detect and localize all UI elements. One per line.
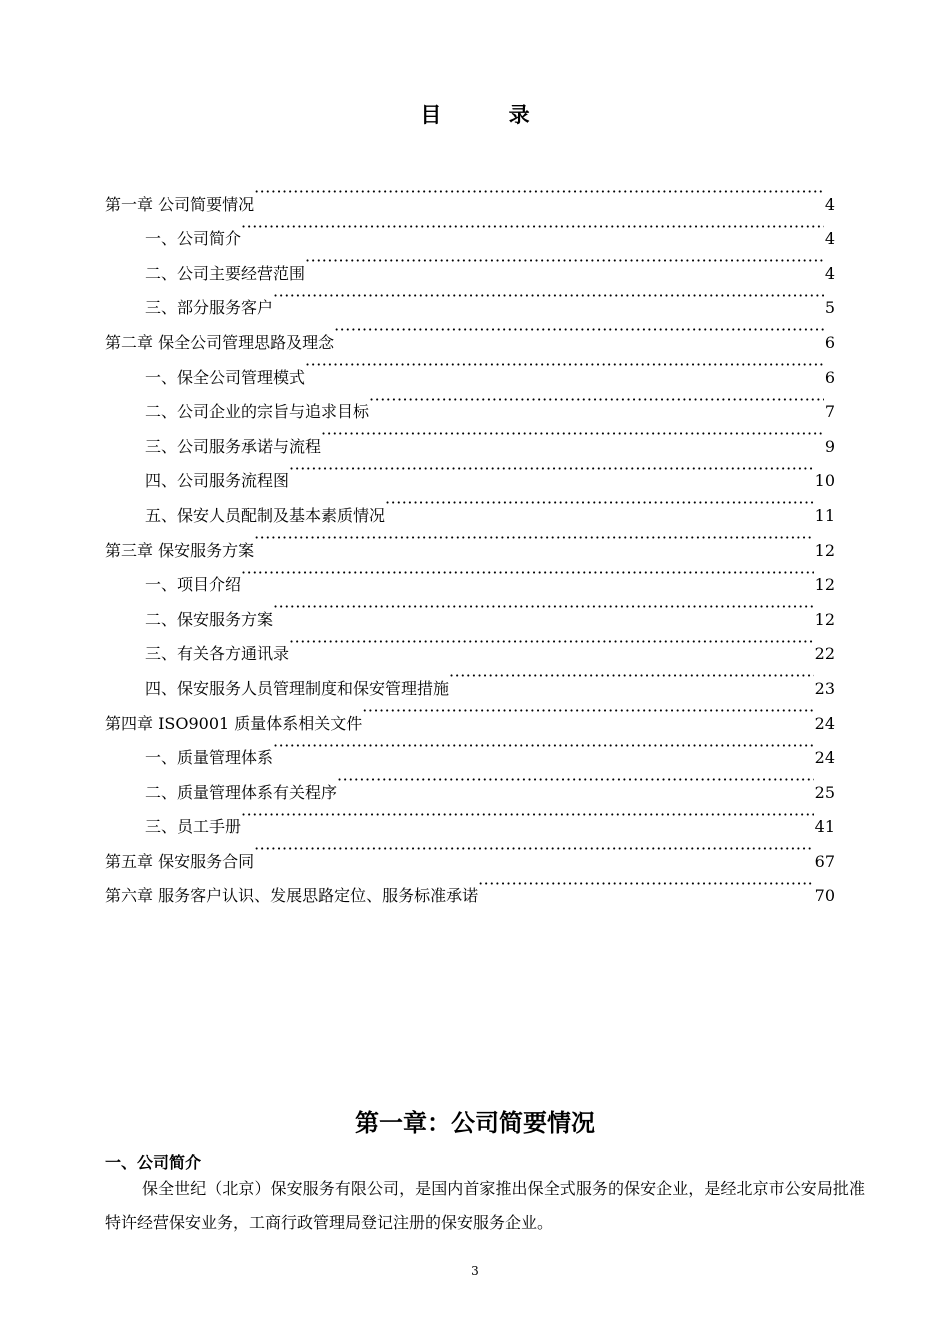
toc-entry-page: 25: [814, 782, 835, 802]
toc-leader-dots: [369, 383, 824, 418]
toc-entry-label: 三、员工手册: [145, 817, 242, 837]
toc-leader-dots: [305, 244, 824, 279]
toc-entry-label: 二、质量管理体系有关程序: [145, 782, 338, 802]
toc-leader-dots: [254, 521, 814, 556]
toc-leader-dots: [241, 798, 814, 833]
toc-entry-page: 4: [824, 229, 835, 249]
toc-entry-page: 41: [814, 817, 835, 837]
toc-leader-dots: [321, 417, 824, 452]
toc-entry-label: 三、公司服务承诺与流程: [145, 436, 322, 456]
toc-entry-label: 四、保安服务人员管理制度和保安管理措施: [145, 678, 450, 698]
toc-entry-label: 一、项目介绍: [145, 575, 242, 595]
toc-leader-dots: [289, 625, 814, 660]
toc-entry-page: 24: [814, 713, 835, 733]
toc-entry-page: 12: [814, 575, 835, 595]
toc-entry-label: 二、公司企业的宗旨与追求目标: [145, 402, 370, 422]
toc-leader-dots: [362, 694, 813, 729]
toc-entry-page: 7: [824, 402, 835, 422]
toc-leader-dots: [334, 313, 824, 348]
toc-entry-page: 67: [814, 851, 835, 871]
toc-entry-label: 第二章 保全公司管理思路及理念: [105, 332, 335, 352]
toc-leader-dots: [254, 175, 824, 210]
toc-entry-label: 第四章 ISO9001 质量体系相关文件: [105, 713, 363, 733]
toc-leader-dots: [289, 452, 814, 487]
intro-paragraph: 保全世纪（北京）保安服务有限公司，是国内首家推出保全式服务的保安企业，是经北京市公安局批准特许经营保安业务，工商行政管理局登记注册的保安服务企业。: [105, 1179, 865, 1232]
toc-entry-page: 11: [814, 505, 835, 525]
toc-entry-page: 10: [814, 471, 835, 491]
toc-chapter-entry[interactable]: [105, 175, 835, 214]
toc-leader-dots: [305, 348, 824, 383]
toc-entry-page: 12: [814, 609, 835, 629]
toc-entry-page: 6: [824, 367, 835, 387]
toc-entry-label: 二、公司主要经营范围: [145, 263, 306, 283]
toc-leader-dots: [449, 659, 814, 694]
toc-title: 目 录: [420, 102, 560, 127]
toc-leader-dots: [273, 279, 824, 314]
toc-entry-label: 三、有关各方通讯录: [145, 644, 290, 664]
toc-leader-dots: [273, 590, 814, 625]
table-of-contents: [105, 175, 835, 906]
toc-entry-label: 三、部分服务客户: [145, 298, 274, 318]
toc-leader-dots: [241, 556, 814, 591]
toc-entry-page: 5: [824, 298, 835, 318]
toc-entry-page: 4: [824, 263, 835, 283]
toc-entry-label: 第六章 服务客户认识、发展思路定位、服务标准承诺: [105, 886, 479, 906]
toc-entry-label: 一、质量管理体系: [145, 748, 274, 768]
toc-leader-dots: [337, 763, 814, 798]
toc-entry-page: 9: [824, 436, 835, 456]
toc-leader-dots: [478, 867, 814, 902]
toc-entry-label: 五、保安人员配制及基本素质情况: [145, 505, 386, 525]
toc-entry-page: 12: [814, 540, 835, 560]
toc-entry-label: 第五章 保安服务合同: [105, 851, 255, 871]
section-heading: 一、公司简介: [105, 1153, 202, 1172]
toc-entry-page: 24: [814, 748, 835, 768]
toc-entry-label: 一、保全公司管理模式: [145, 367, 306, 387]
chapter-heading: 第一章：公司简要情况: [355, 1108, 595, 1137]
toc-leader-dots: [273, 729, 814, 764]
toc-entry-page: 23: [814, 678, 835, 698]
toc-entry-page: 22: [814, 644, 835, 664]
toc-entry-label: 第三章 保安服务方案: [105, 540, 255, 560]
toc-entry-label: 一、公司简介: [145, 229, 242, 249]
toc-leader-dots: [241, 210, 824, 245]
page-number: 3: [471, 1264, 479, 1278]
toc-leader-dots: [254, 832, 814, 867]
toc-entry-label: 二、保安服务方案: [145, 609, 274, 629]
toc-entry-label: 四、公司服务流程图: [145, 471, 290, 491]
toc-entry-page: 70: [814, 886, 835, 906]
toc-leader-dots: [385, 486, 814, 521]
toc-entry-label: 第一章 公司简要情况: [105, 194, 255, 214]
toc-entry-page: 4: [824, 194, 835, 214]
toc-entry-page: 6: [824, 332, 835, 352]
